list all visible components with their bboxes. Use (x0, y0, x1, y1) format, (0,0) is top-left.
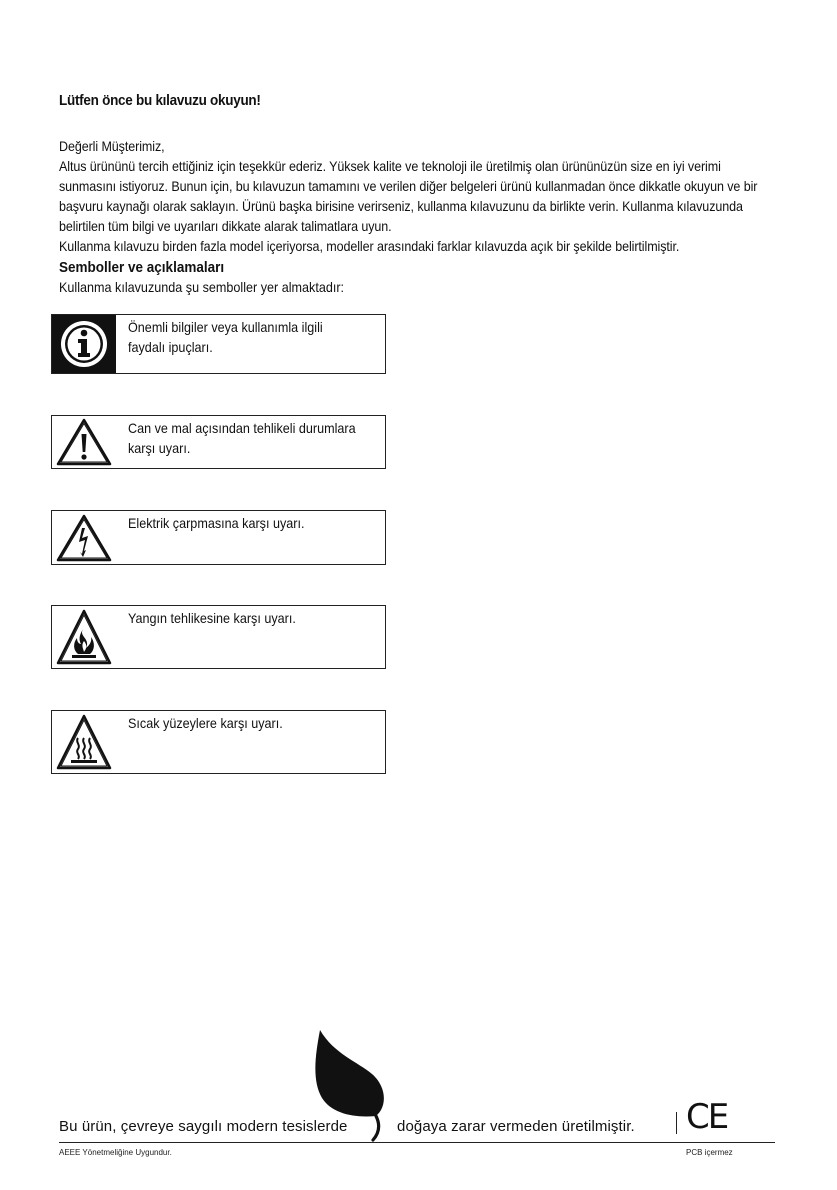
fire-hazard-icon (52, 606, 116, 668)
symbol-text-warning: Can ve mal açısından tehlikeli durumlara karşı uyarı. (128, 420, 356, 456)
symbols-section-title: Semboller ve açıklamaları (59, 259, 225, 276)
symbols-section-subtitle: Kullanma kılavuzunda şu semboller yer almaktadır: (59, 279, 345, 295)
ce-separator (676, 1112, 677, 1134)
symbol-box-fire (51, 605, 386, 669)
symbol-text-fire: Yangın tehlikesine karşı uyarı. (128, 610, 296, 626)
hot-surface-icon (52, 711, 116, 773)
info-icon (52, 315, 116, 373)
models-note: Kullanma kılavuzu birden fazla model içeriyorsa, modeller arasındaki farklar kılavuzda açık bir şekilde belirtilmiştir. (59, 238, 680, 254)
symbol-text-hot: Sıcak yüzeylere karşı uyarı. (128, 715, 283, 731)
symbol-box-hot (51, 710, 386, 774)
intro-paragraph: Altus ürününü tercih ettiğiniz için teşekkür ederiz. Yüksek kalite ve teknoloji ile üretilmiş olan ürününüzün size en iyi verimi sunmasını istiyoruz. Bunun için, bu kılavuzun tamamını ve verilen diğer belgeleri ürünü kullanmadan önce dikkatle okuyun ve bir başvuru kaynağı olarak saklayın. Ürünü başka birisine verirseniz, kullanma kılavuzunu da birlikte verin. Kullanma kılavuzunda belirtilen tüm bilgi ve uyarıları dikkate alarak talimatlara uyun. (59, 158, 758, 234)
warning-exclamation-icon (52, 416, 116, 468)
intro-text (59, 136, 775, 256)
symbol-box-electric (51, 510, 386, 565)
symbol-text-electric: Elektrik çarpmasına karşı uyarı. (128, 515, 305, 531)
electric-shock-icon (52, 511, 116, 564)
footer-divider (59, 1142, 775, 1143)
eco-statement-part2: doğaya zarar vermeden üretilmiştir. (397, 1118, 635, 1135)
symbol-text-info: Önemli bilgiler veya kullanımla ilgili faydalı ipuçları. (128, 319, 323, 355)
symbol-box-warning (51, 415, 386, 469)
pcb-note: PCB içermez (686, 1148, 733, 1157)
aeee-note: AEEE Yönetmeliğine Uygundur. (59, 1148, 172, 1157)
greeting: Değerli Müşterimiz, (59, 138, 165, 154)
ce-mark: CE (686, 1097, 728, 1137)
symbol-box-info (51, 314, 386, 374)
eco-statement-part1: Bu ürün, çevreye saygılı modern tesislerde (59, 1118, 348, 1135)
page-title: Lütfen önce bu kılavuzu okuyun! (59, 92, 261, 109)
